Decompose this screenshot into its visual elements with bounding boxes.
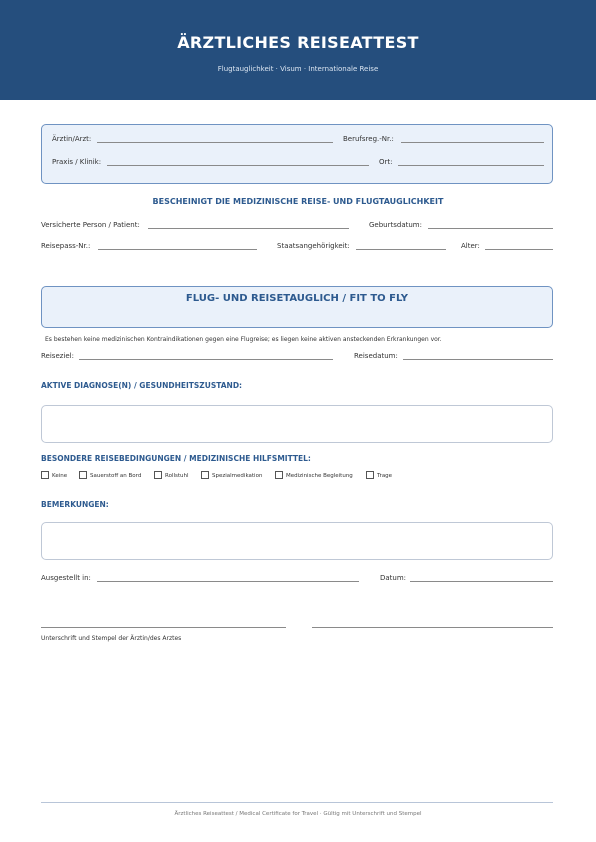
issued-place-label: Ausgestellt in: xyxy=(41,574,91,582)
place-field[interactable] xyxy=(398,165,544,166)
certify-heading: BESCHEINIGT DIE MEDIZINISCHE REISE- UND FLUGTAUGLICHKEIT xyxy=(152,197,444,206)
doctor-name-label: Ärztin/Arzt: xyxy=(52,135,92,143)
destination-field[interactable] xyxy=(79,359,333,360)
doctor-name-field[interactable] xyxy=(97,142,333,143)
checkbox-medical-escort-label: Medizinische Begleitung xyxy=(286,473,353,479)
document-title: ÄRZTLICHES REISEATTEST xyxy=(177,33,419,52)
nationality-label: Staatsangehörigkeit: xyxy=(277,242,350,250)
doctor-info-panel xyxy=(41,124,553,184)
checkbox-special-medication[interactable] xyxy=(201,471,209,479)
checkbox-stretcher[interactable] xyxy=(366,471,374,479)
signature-label: Unterschrift und Stempel der Ärztin/des Arztes xyxy=(41,635,182,642)
age-label: Alter: xyxy=(461,242,480,250)
remarks-textbox[interactable] xyxy=(41,522,553,560)
patient-field[interactable] xyxy=(148,228,349,229)
birthdate-label: Geburtsdatum: xyxy=(369,221,422,229)
patient-label: Versicherte Person / Patient: xyxy=(41,221,140,229)
issued-date-field[interactable] xyxy=(410,581,553,582)
practice-label: Praxis / Klinik: xyxy=(52,158,102,166)
checkbox-medical-escort[interactable] xyxy=(275,471,283,479)
signature-line[interactable] xyxy=(41,627,286,628)
practice-field[interactable] xyxy=(107,165,369,166)
diagnosis-textbox[interactable] xyxy=(41,405,553,443)
conditions-heading: BESONDERE REISEBEDINGUNGEN / MEDIZINISCHE HILFSMITTEL: xyxy=(41,454,311,463)
birthdate-field[interactable] xyxy=(428,228,553,229)
fit-statement: Es bestehen keine medizinischen Kontraindikationen gegen eine Flugreise; es liegen keine aktiven ansteckenden Erkrankungen vor. xyxy=(45,336,442,343)
checkbox-none-label: Keine xyxy=(52,473,68,479)
issued-date-label: Datum: xyxy=(380,574,407,582)
passport-field[interactable] xyxy=(98,249,257,250)
age-field[interactable] xyxy=(485,249,553,250)
checkbox-stretcher-label: Trage xyxy=(377,473,393,479)
footer-text: Ärztliches Reiseattest / Medical Certificate for Travel · Gültig mit Unterschrift und Stempel xyxy=(174,811,422,817)
nationality-field[interactable] xyxy=(356,249,446,250)
checkbox-none[interactable] xyxy=(41,471,49,479)
destination-label: Reiseziel: xyxy=(41,352,74,360)
checkbox-oxygen-label: Sauerstoff an Bord xyxy=(90,473,142,479)
registration-number-label: Berufsreg.-Nr.: xyxy=(343,135,394,143)
issued-place-field[interactable] xyxy=(97,581,359,582)
checkbox-wheelchair[interactable] xyxy=(154,471,162,479)
stamp-line[interactable] xyxy=(312,627,553,628)
checkbox-special-medication-label: Spezialmedikation xyxy=(212,473,263,479)
place-label: Ort: xyxy=(379,158,393,166)
travel-date-label: Reisedatum: xyxy=(354,352,398,360)
remarks-heading: BEMERKUNGEN: xyxy=(41,500,109,509)
checkbox-oxygen[interactable] xyxy=(79,471,87,479)
fit-to-fly-heading: FLUG- UND REISETAUGLICH / FIT TO FLY xyxy=(185,293,409,304)
passport-label: Reisepass-Nr.: xyxy=(41,242,91,250)
document-subtitle: Flugtauglichkeit · Visum · Internationale Reise xyxy=(217,65,379,73)
checkbox-wheelchair-label: Rollstuhl xyxy=(165,473,189,479)
diagnosis-heading: AKTIVE DIAGNOSE(N) / GESUNDHEITSZUSTAND: xyxy=(41,381,243,390)
footer-divider xyxy=(41,802,553,803)
registration-number-field[interactable] xyxy=(401,142,544,143)
travel-date-field[interactable] xyxy=(403,359,553,360)
